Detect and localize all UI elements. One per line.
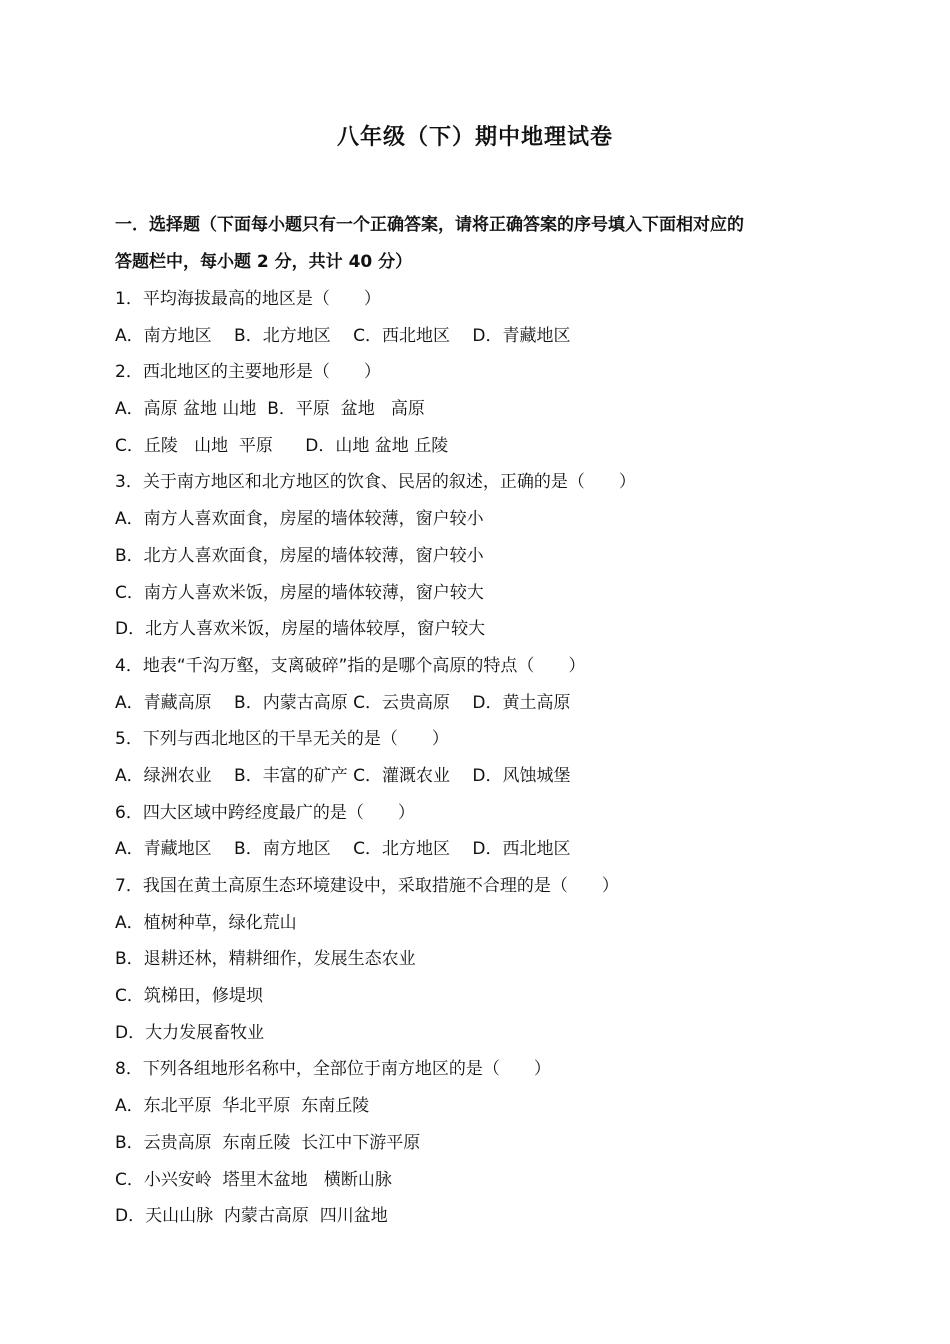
question-8-option-b: B．云贵高原 东南丘陵 长江中下游平原 (115, 1132, 421, 1153)
question-2-stem: 2．西北地区的主要地形是（ ） (115, 362, 381, 383)
question-6-options: A．青藏地区 B．南方地区 C．北方地区 D．西北地区 (115, 839, 571, 860)
question-7-stem: 7．我国在黄土高原生态环境建设中，采取措施不合理的是（ ） (115, 876, 619, 896)
question-7-option-c: C．筑梯田，修堤坝 (115, 986, 263, 1007)
question-6-stem: 6．四大区域中跨经度最广的是（ ） (115, 802, 415, 823)
page-title: 八年级（下）期中地理试卷 (336, 125, 613, 150)
question-5-stem: 5．下列与西北地区的干旱无关的是（ ） (115, 729, 449, 750)
question-7-option-b: B．退耕还林，精耕细作，发展生态农业 (115, 949, 416, 970)
question-8-option-d: D．天山山脉 内蒙古高原 四川盆地 (115, 1206, 388, 1227)
question-5-options: A．绿洲农业 B．丰富的矿产 C．灌溉农业 D．风蚀城堡 (115, 765, 571, 786)
section-heading-line-2: 答题栏中，每小题 2 分，共计 40 分） (115, 252, 413, 272)
question-3-option-b: B．北方人喜欢面食，房屋的墙体较薄，窗户较小 (115, 545, 484, 566)
question-4-stem: 4．地表“千沟万壑，支离破碎”指的是哪个高原的特点（ ） (115, 655, 586, 676)
question-4-options: A．青藏高原 B．内蒙古高原 C．云贵高原 D．黄土高原 (115, 692, 571, 713)
question-8-option-c: C．小兴安岭 塔里木盆地 横断山脉 (115, 1169, 392, 1190)
question-1-stem: 1．平均海拔最高的地区是（ ） (115, 289, 381, 309)
question-3-stem: 3．关于南方地区和北方地区的饮食、民居的叙述，正确的是（ ） (115, 472, 636, 493)
question-8-option-a: A．东北平原 华北平原 东南丘陵 (115, 1096, 370, 1117)
question-3-option-c: C．南方人喜欢米饭，房屋的墙体较薄，窗户较大 (115, 582, 484, 603)
section-heading (115, 207, 845, 281)
question-2-options-cd: C．丘陵 山地 平原 D．山地 盆地 丘陵 (115, 435, 449, 456)
question-2-options-ab: A．高原 盆地 山地 B．平原 盆地 高原 (115, 399, 425, 420)
question-list (115, 281, 855, 1235)
question-3-option-d: D．北方人喜欢米饭，房屋的墙体较厚，窗户较大 (115, 619, 486, 640)
section-heading-line-1: 一．选择题（下面每小题只有一个正确答案，请将正确答案的序号填入下面相对应的 (115, 215, 744, 235)
question-7-option-a: A．植树种草，绿化荒山 (115, 912, 297, 933)
question-1-options: A．南方地区 B．北方地区 C．西北地区 D．青藏地区 (115, 325, 571, 346)
question-3-option-a: A．南方人喜欢面食，房屋的墙体较薄，窗户较小 (115, 509, 484, 530)
question-8-stem: 8．下列各组地形名称中，全部位于南方地区的是（ ） (115, 1059, 551, 1080)
question-7-option-d: D．大力发展畜牧业 (115, 1022, 265, 1043)
